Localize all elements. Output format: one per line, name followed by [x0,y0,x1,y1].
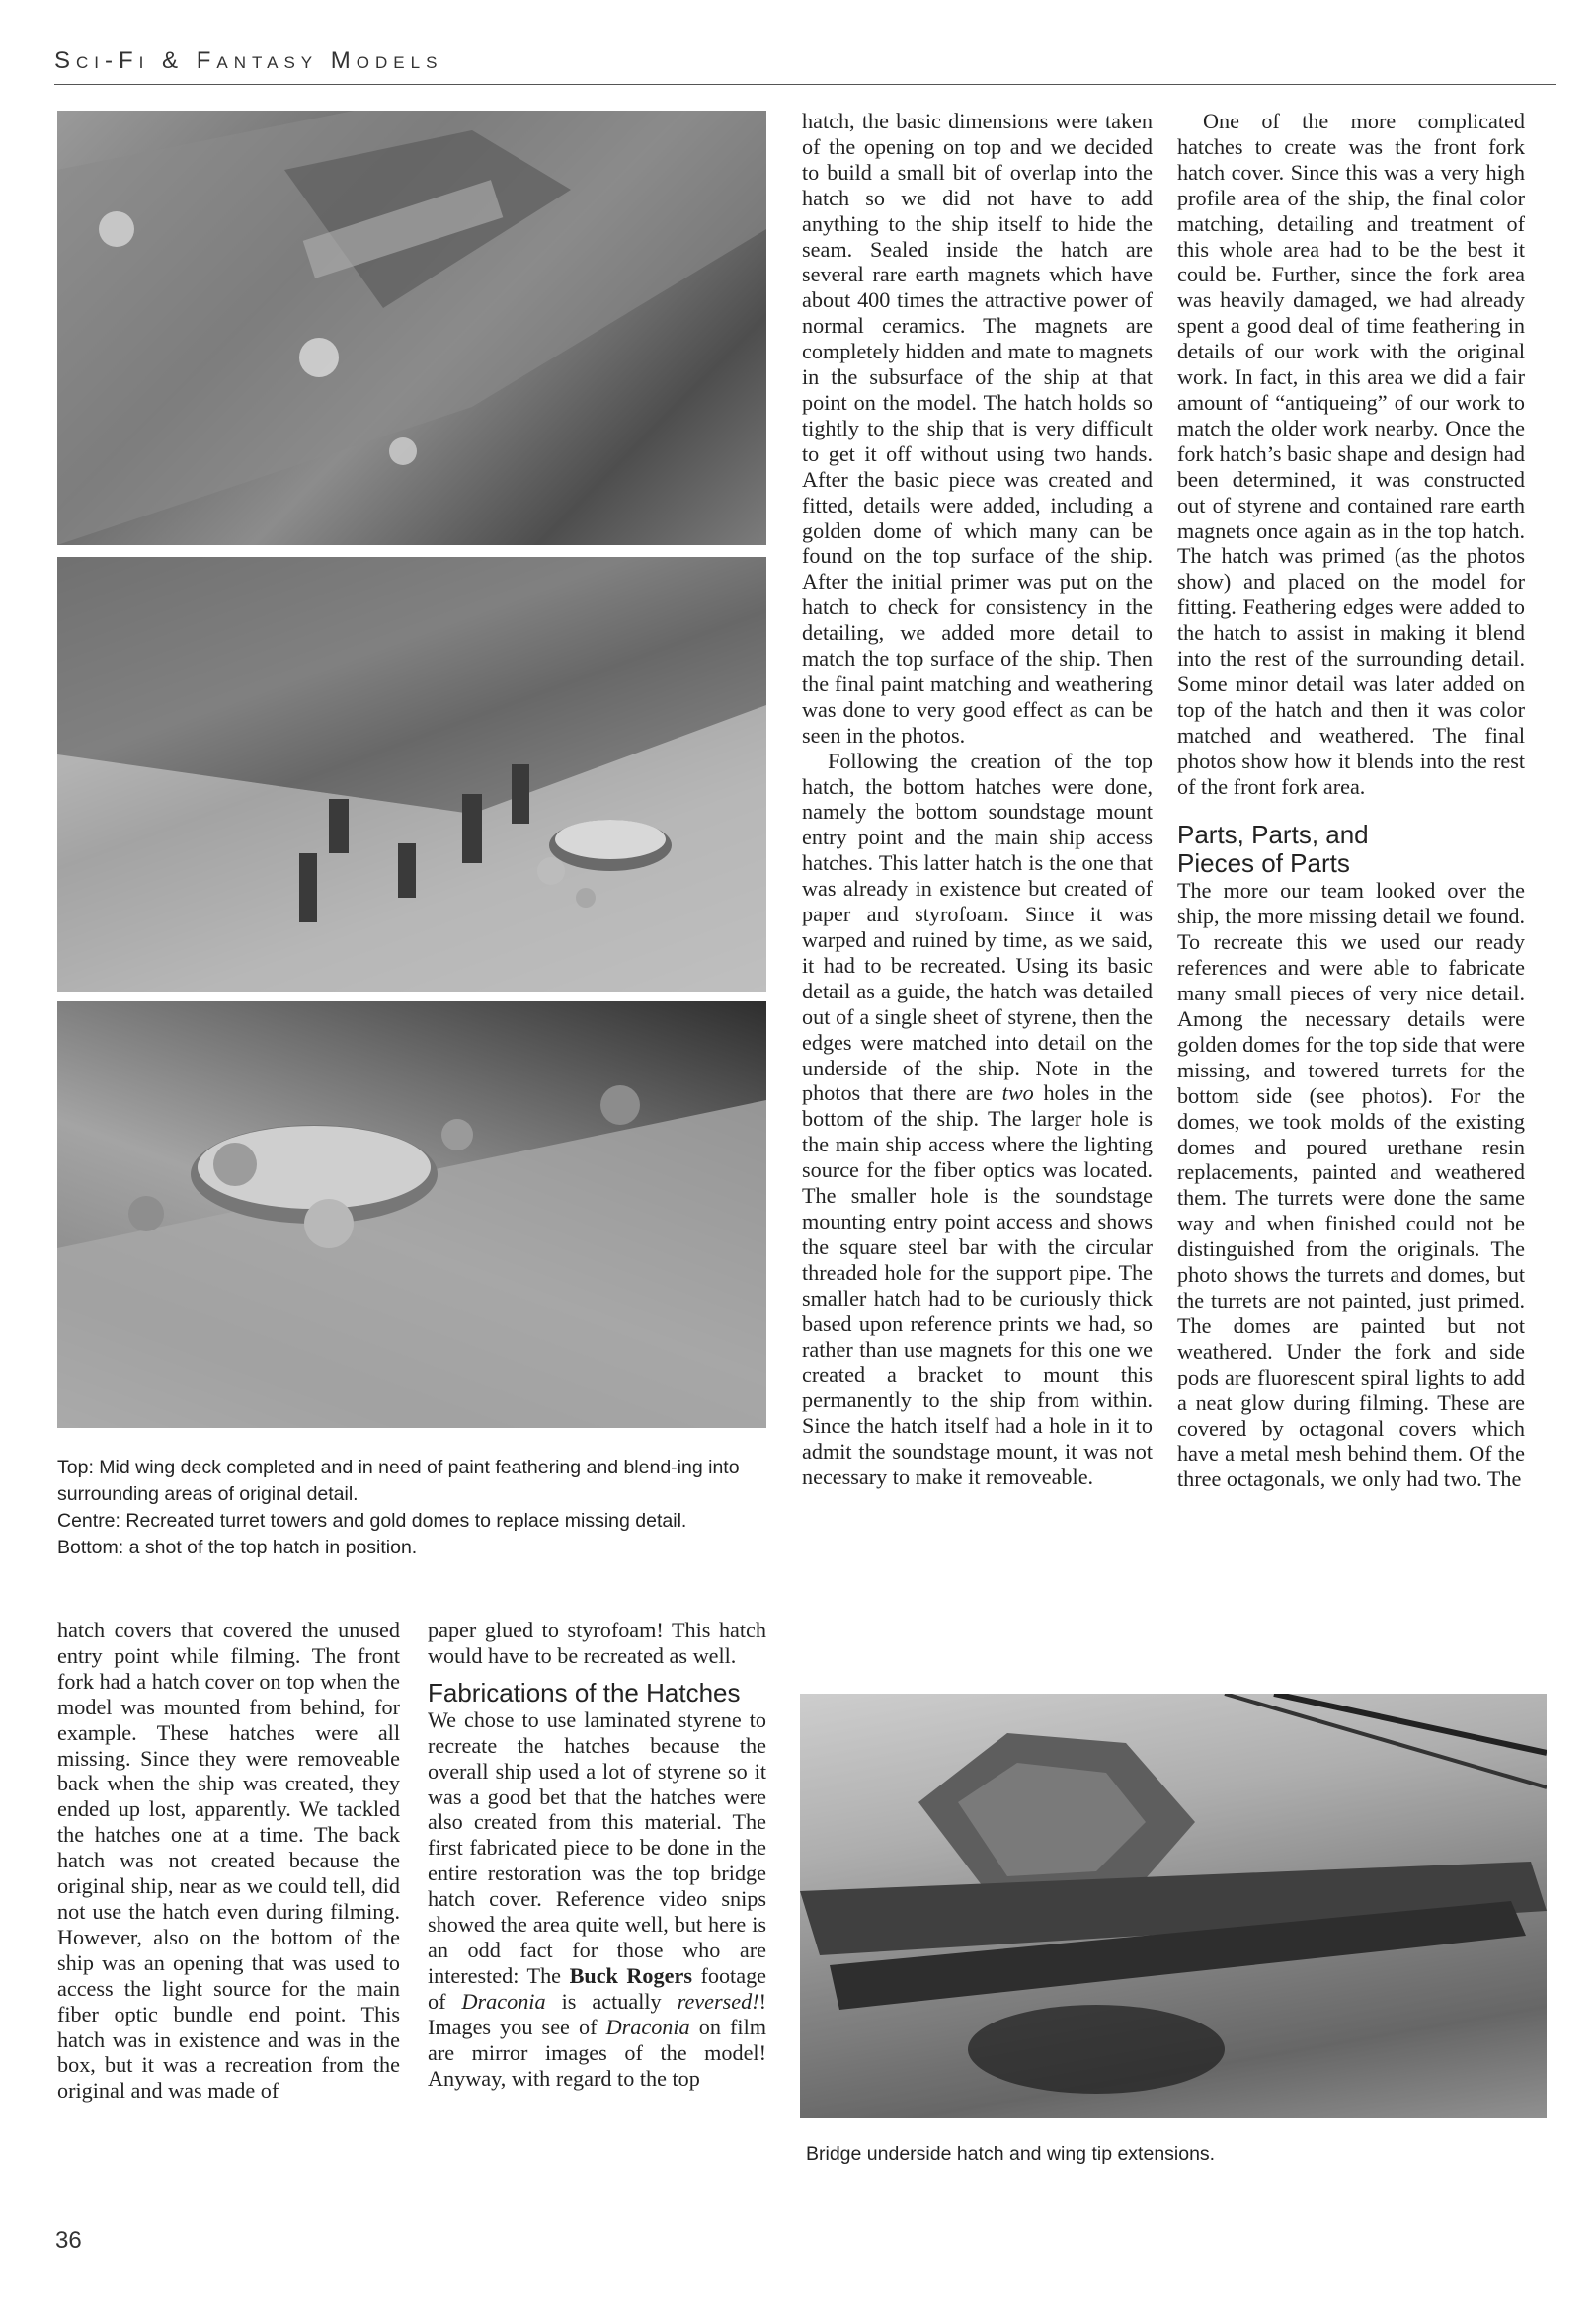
photo-turrets-and-domes [57,557,766,992]
photo-bridge-hatch-and-wing-tips [800,1694,1547,2118]
paragraph: Following the creation of the top hatch, the bottom hatches were done, namely the bottom soundstage mount entry point and the main ship access hatches. This latter hatch is the one that was already in existence but created of paper and styrofoam. Since it was warped and ruined by time, as we said, it had to be recreated. Using its basic detail as a guide, the hatch was detailed out of a single sheet of styrene, then the edges were matched into detail on the underside of the ship. Note in the photos that there are two holes in the bottom of the ship. The larger hole is the main ship access where the lighting source for the fiber optics was located. The smaller hole is the soundstage mounting entry point access and shows the square steel bar with the circular threaded hole for the support pipe. The smaller hatch had to be curiously thick based upon reference prints we had, so rather than use magnets for this one we created a bracket to mount this permanently to the ship from within. Since the hatch itself had a hole in it to admit the soundstage mount, it was not necessary to make it removeable. [802,748,1154,1490]
paragraph: hatch covers that covered the unused entry point while filming. The front fork had a hatch cover on top when the model was mounted from behind, for example. These hatches were all missing. Since they were removeable back when the ship was created, they ended up lost, apparently. We tackled the hatches one at a time. The back hatch was not created because the original ship, near as we could tell, did not use the hatch even during filming. However, also on the bottom of the ship was an opening that was used to access the light source for the main fiber optic bundle end point. This hatch was in existence and was in the box, but it was a recreation from the original and was made of [57,1618,400,2103]
paragraph: We chose to use laminated styrene to recreate the hatches because the overall ship used a lot of styrene so it was a good bet that the hatches were also created from this material. The first fabricated piece to be done in the entire restoration was the top bridge hatch cover. Reference video snips showed the area quite well, but here is an odd fact for those who are interested: The Buck Rogers footage of Draconia is actually reversed!! Images you see of Draconia on film are mirror images of the model! Anyway, with regard to the top [428,1706,767,2091]
article-column-b [428,1618,766,2091]
photo-top-hatch [57,1001,766,1428]
right-figure-caption: Bridge underside hatch and wing tip extensions. [806,2143,1216,2165]
paragraph: hatch, the basic dimensions were taken of the opening on top and we decided to build a small bit of overlap into the hatch so we did not have to add anything to the ship itself to hide the seam. Sealed inside the hatch are several rare earth magnets which have about 400 times the attractive power of normal ceramics. The magnets are completely hidden and mate to magnets in the subsurface of the ship at that point on the model. The hatch holds so tightly to the ship that is very difficult to get it off without using two hands. After the basic piece was created and fitted, details were added, including a golden dome of which many can be found on the top surface of the ship. After the initial primer was put on the hatch to check for consistency in the detailing, we added more detail to match the top surface of the ship. Then the final paint matching and weathering was done to very good effect as can be seen in the photos. [802,109,1153,748]
italic-emphasis: reversed! [677,1988,759,2014]
subheading-hatches: Fabrications of the Hatches [428,1677,741,1707]
italic-emphasis: two [1001,1080,1034,1106]
paragraph: One of the more complicated hatches to create was the front fork hatch cover. Since this was a very high profile area of the ship, the final color matching, detailing and treatment of this whole area had to be the best it could be. Further, since the fork area was heavily damaged, we had already spent a good deal of time feathering in details of our work with the original work. In fact, in this area we did a fair amount of “antiqueing” of our work to match the older work nearby. Once the fork hatch’s basic shape and design had been determined, it was constructed out of styrene and contained rare earth magnets once again as in the top hatch. The hatch was primed (as the photos show) and placed on the model for fitting. Feathering edges were added to the hatch to assist in making it blend into the rest of the surrounding detail. Some minor detail was later added on top of the hatch and then it was color matched and weathered. The final photos show how it blends into the rest of the front fork area. [1177,109,1525,799]
running-title: Sci-Fi & Fantasy Models [54,47,443,74]
left-figure-caption [57,1455,768,1561]
header-rule [54,84,1556,85]
italic-title: Draconia [461,1988,546,2014]
page-number: 36 [55,2227,82,2254]
article-column-a [57,1618,400,2103]
article-column-c [802,109,1153,1490]
subheading-parts: Parts, Parts, and Pieces of Parts [1177,820,1369,879]
italic-title: Draconia [605,2014,690,2039]
caption-line-centre: Centre: Recreated turret towers and gold domes to replace missing detail. [57,1510,687,1532]
photo-mid-wing-deck [57,111,766,545]
paragraph: The more our team looked over the ship, the more missing detail we found. To recreate this we used our ready references and were able to fabricate many small pieces of very nice detail. Among the necessary details were golden domes for the top side that were missing, and towered turrets for the bottom side (see photos). For the domes, we took molds of the existing domes and poured urethane resin replacements, painted and weathered them. The turrets were done the same way and when finished could not be distinguished from the originals. The photo shows the turrets and domes, but the turrets are not painted, just primed. The domes are painted but not weathered. Under the fork and side pods are fluorescent spiral lights to add a neat glow during filming. These are covered by octagonal covers which have a metal mesh behind them. Of the three octagonals, we only had two. The [1177,878,1525,1492]
caption-line-bottom: Bottom: a shot of the top hatch in position. [57,1537,418,1558]
bold-title: Buck Rogers [569,1962,692,1988]
paragraph: paper glued to styrofoam! This hatch would have to be recreated as well. [428,1618,766,1668]
article-column-d [1177,109,1525,1492]
caption-line-top: Top: Mid wing deck completed and in need of paint feathering and blend-ing into surrounding areas of original detail. [57,1457,740,1505]
